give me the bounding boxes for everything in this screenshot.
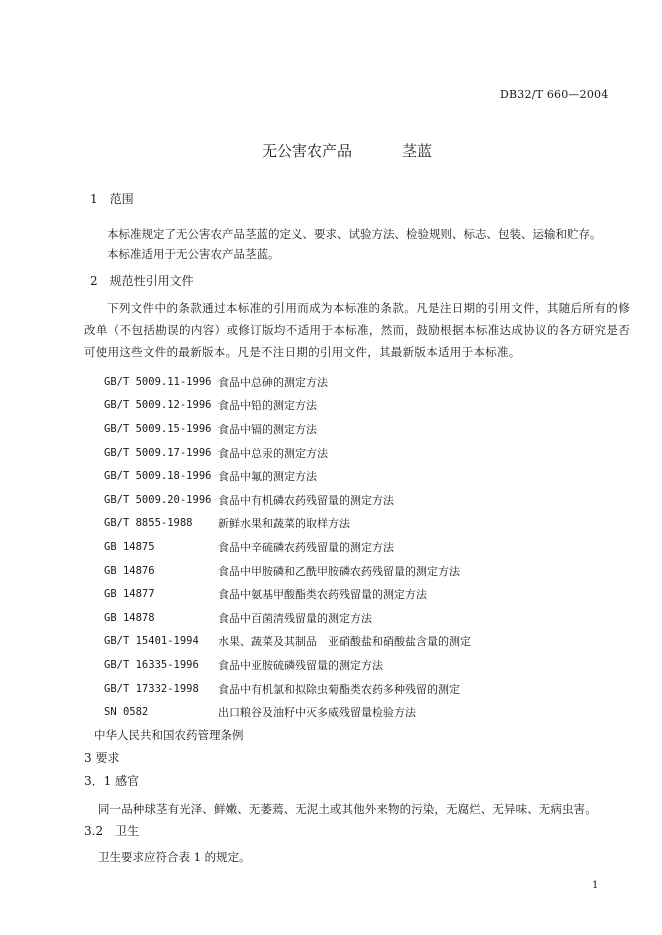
reference-title: 食品中铅的测定方法 bbox=[218, 399, 317, 413]
reference-item bbox=[104, 559, 471, 583]
reference-code: GB/T 5009.12-1996 bbox=[104, 399, 212, 412]
reference-item bbox=[104, 417, 471, 441]
reference-code: GB/T 5009.17-1996 bbox=[104, 446, 212, 459]
reference-title: 食品中氨基甲酸酯类农药残留量的测定方法 bbox=[218, 588, 427, 602]
reference-item bbox=[104, 700, 471, 724]
reference-code: GB 14878 bbox=[104, 611, 155, 624]
reference-item bbox=[104, 582, 471, 606]
reference-item bbox=[104, 630, 471, 654]
reference-code: SN 0582 bbox=[104, 706, 149, 719]
reference-code: GB 14877 bbox=[104, 588, 155, 601]
section-3-1-heading: 3．1 感官 bbox=[84, 774, 140, 788]
reference-title: 食品中辛硫磷农药残留量的测定方法 bbox=[218, 540, 394, 554]
reference-title: 食品中亚胺硫磷残留量的测定方法 bbox=[218, 658, 383, 672]
reference-code: GB 14875 bbox=[104, 540, 155, 553]
reference-title: 食品中百菌清残留量的测定方法 bbox=[218, 611, 372, 625]
reference-code: GB/T 17332-1998 bbox=[104, 682, 199, 695]
section-3-2-text: 卫生要求应符合表 1 的规定。 bbox=[98, 850, 251, 864]
reference-item bbox=[104, 512, 471, 536]
reference-title: 食品中镉的测定方法 bbox=[218, 422, 317, 436]
page-number: 1 bbox=[592, 880, 599, 891]
reference-code: GB/T 5009.18-1996 bbox=[104, 470, 212, 483]
section-3-1-text: 同一品种球茎有光泽、鲜嫩、无萎蔫、无泥土或其他外来物的污染，无腐烂、无异味、无病虫害。 bbox=[98, 802, 597, 816]
section-1-paragraph-1: 本标准规定了无公害农产品茎蓝的定义、要求、试验方法、检验规则、标志、包装、运输和贮存。 bbox=[107, 227, 602, 241]
reference-code: GB/T 8855-1988 bbox=[104, 517, 193, 530]
title-part-1: 无公害农产品 bbox=[262, 142, 353, 160]
reference-item bbox=[104, 370, 471, 394]
reference-item bbox=[104, 653, 471, 677]
reference-title: 食品中总汞的测定方法 bbox=[218, 446, 328, 460]
reference-code: GB/T 5009.11-1996 bbox=[104, 375, 212, 388]
reference-code: GB/T 15401-1994 bbox=[104, 635, 199, 648]
reference-item bbox=[104, 606, 471, 630]
reference-item bbox=[104, 464, 471, 488]
section-2-heading: 2 规范性引用文件 bbox=[90, 274, 194, 288]
section-3-heading: 3 要求 bbox=[84, 751, 120, 765]
reference-code: GB 14876 bbox=[104, 564, 155, 577]
section-2-paragraph: 下列文件中的条款通过本标准的引用而成为本标准的条款。凡是注日期的引用文件，其随后所有的修改单（不包括勘误的内容）或修订版均不适用于本标准，然而，鼓励根据本标准达成协议的各方研究是否可使用这些文件的最新版本。凡是不注日期的引用文件，其最新版本适用于本标准。 bbox=[84, 301, 630, 359]
reference-title: 水果、蔬菜及其制品 亚硝酸盐和硝酸盐含量的测定 bbox=[218, 635, 471, 649]
reference-item bbox=[104, 394, 471, 418]
title-part-2: 茎蓝 bbox=[402, 142, 433, 160]
reference-item bbox=[104, 535, 471, 559]
reference-title: 出口粮谷及油籽中灭多威残留量检验方法 bbox=[218, 706, 416, 720]
reference-title: 新鲜水果和蔬菜的取样方法 bbox=[218, 517, 350, 531]
reference-code: GB/T 5009.15-1996 bbox=[104, 422, 212, 435]
reference-title: 食品中总砷的测定方法 bbox=[218, 375, 328, 389]
reference-title: 食品中有机磷农药残留量的测定方法 bbox=[218, 493, 394, 507]
regulation-reference: 中华人民共和国农药管理条例 bbox=[94, 728, 244, 742]
document-number: DB32/T 660—2004 bbox=[500, 88, 609, 101]
reference-item bbox=[104, 441, 471, 465]
reference-title: 食品中有机氯和拟除虫菊酯类农药多种残留的测定 bbox=[218, 682, 460, 696]
reference-code: GB/T 5009.20-1996 bbox=[104, 493, 212, 506]
section-1-paragraph-2: 本标准适用于无公害农产品茎蓝。 bbox=[107, 247, 280, 261]
reference-item bbox=[104, 488, 471, 512]
section-1-heading: 1 范围 bbox=[90, 192, 134, 206]
reference-title: 食品中甲胺磷和乙酰甲胺磷农药残留量的测定方法 bbox=[218, 564, 460, 578]
reference-title: 食品中氟的测定方法 bbox=[218, 470, 317, 484]
reference-list bbox=[104, 370, 471, 724]
section-3-2-heading: 3.2 卫生 bbox=[84, 824, 140, 838]
reference-code: GB/T 16335-1996 bbox=[104, 658, 199, 671]
reference-item bbox=[104, 677, 471, 701]
